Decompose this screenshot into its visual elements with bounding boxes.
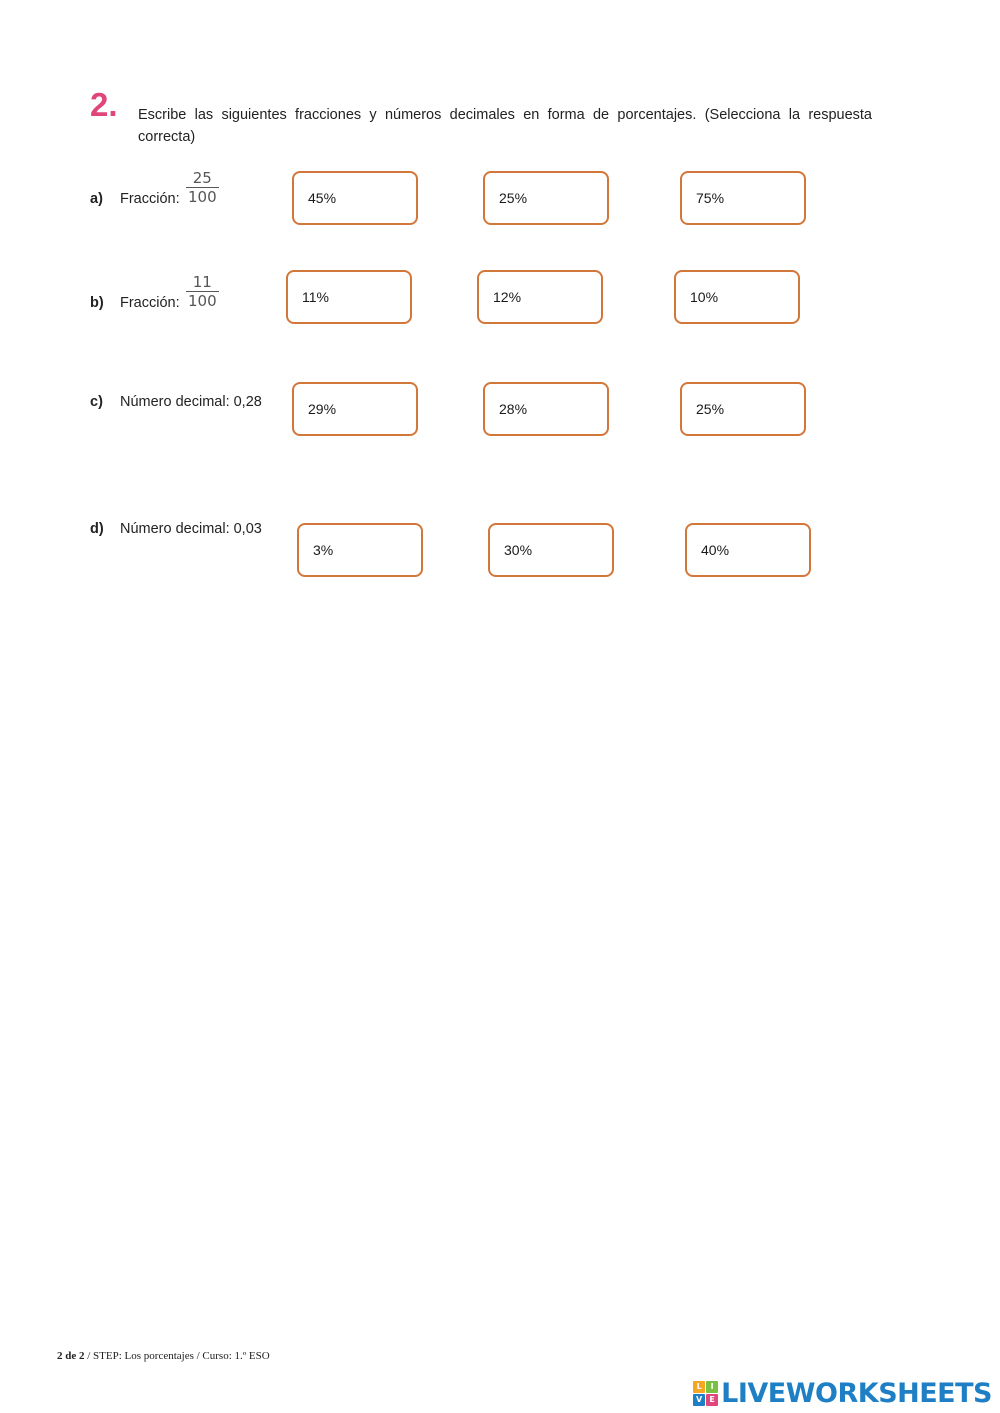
answer-option[interactable]: 12% — [477, 270, 603, 324]
fraction — [186, 273, 219, 310]
fraction-numerator: 25 — [192, 169, 212, 187]
question-label: Número decimal: 0,28 — [120, 394, 262, 410]
question-label: Fracción: — [120, 295, 180, 311]
footer-text: / STEP: Los porcentajes / Curso: 1.º ESO — [84, 1350, 270, 1362]
answer-option[interactable]: 10% — [674, 270, 800, 324]
answer-option[interactable]: 45% — [292, 171, 418, 225]
question-letter: b) — [90, 295, 104, 311]
answer-option[interactable]: 11% — [286, 270, 412, 324]
answer-option[interactable]: 40% — [685, 523, 811, 577]
question-letter: c) — [90, 394, 103, 410]
logo-letter: E — [706, 1394, 718, 1406]
question-letter: d) — [90, 521, 104, 537]
liveworksheets-logo — [693, 1378, 992, 1408]
question-letter: a) — [90, 191, 103, 207]
logo-grid-icon — [693, 1381, 718, 1406]
exercise-instruction: Escribe las siguientes fracciones y números decimales en forma de porcentajes. (Selecciona la respuesta correcta) — [138, 107, 872, 145]
answer-option[interactable]: 75% — [680, 171, 806, 225]
logo-letter: L — [693, 1381, 705, 1393]
answer-option[interactable]: 29% — [292, 382, 418, 436]
answer-option[interactable]: 30% — [488, 523, 614, 577]
question-label: Número decimal: 0,03 — [120, 521, 262, 537]
fraction-denominator: 100 — [188, 292, 217, 310]
answer-option[interactable]: 25% — [680, 382, 806, 436]
exercise-number: 2. — [90, 86, 118, 123]
logo-letter: I — [706, 1381, 718, 1393]
answer-option[interactable]: 3% — [297, 523, 423, 577]
fraction-numerator: 11 — [192, 273, 212, 291]
fraction-denominator: 100 — [188, 188, 217, 206]
answer-option[interactable]: 28% — [483, 382, 609, 436]
logo-wordmark: LIVEWORKSHEETS — [721, 1377, 992, 1409]
fraction — [186, 169, 219, 206]
page-number: 2 de 2 — [57, 1350, 85, 1362]
logo-letter: V — [693, 1394, 705, 1406]
page-footer — [57, 1350, 270, 1362]
question-label: Fracción: — [120, 191, 180, 207]
answer-option[interactable]: 25% — [483, 171, 609, 225]
